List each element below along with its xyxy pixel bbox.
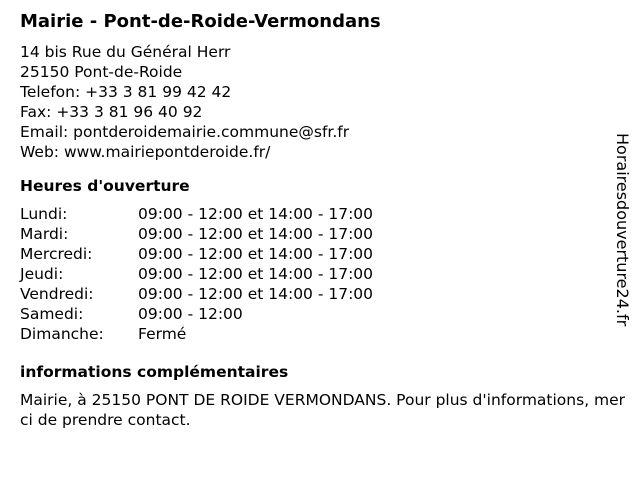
hours-row-tuesday xyxy=(20,224,620,244)
hours-row-friday xyxy=(20,284,620,304)
day-hours: 09:00 - 12:00 et 14:00 - 17:00 xyxy=(138,225,374,243)
day-hours: 09:00 - 12:00 et 14:00 - 17:00 xyxy=(138,205,374,223)
day-hours: 09:00 - 12:00 et 14:00 - 17:00 xyxy=(138,265,374,283)
website: Web: www.mairiepontderoide.fr/ xyxy=(20,143,271,161)
day-label: Mercredi: xyxy=(20,245,93,263)
hours-row-sunday xyxy=(20,324,620,344)
day-hours: 09:00 - 12:00 et 14:00 - 17:00 xyxy=(138,245,374,263)
address-street: 14 bis Rue du Général Herr xyxy=(20,43,231,61)
address-city: 25150 Pont-de-Roide xyxy=(20,63,183,81)
fax-number: Fax: +33 3 81 96 40 92 xyxy=(20,103,203,121)
day-label: Mardi: xyxy=(20,225,69,243)
day-hours: 09:00 - 12:00 et 14:00 - 17:00 xyxy=(138,285,374,303)
hours-row-monday xyxy=(20,204,620,224)
day-hours: 09:00 - 12:00 xyxy=(138,305,243,323)
site-watermark xyxy=(612,133,632,373)
email-address: Email: pontderoidemairie.commune@sfr.fr xyxy=(20,123,350,141)
additional-info-text: Mairie, à 25150 PONT DE ROIDE VERMONDANS. Pour plus d'informations, merci de prendre contact. xyxy=(20,391,626,429)
day-label: Vendredi: xyxy=(20,285,94,303)
day-label: Lundi: xyxy=(20,205,68,223)
page-title: Mairie - Pont-de-Roide-Vermondans xyxy=(20,11,381,32)
day-label: Jeudi: xyxy=(20,265,64,283)
day-label: Dimanche: xyxy=(20,325,104,343)
day-label: Samedi: xyxy=(20,305,84,323)
day-hours: Fermé xyxy=(138,325,187,343)
hours-row-saturday xyxy=(20,304,620,324)
opening-hours-heading: Heures d'ouverture xyxy=(20,177,190,195)
hours-row-wednesday xyxy=(20,244,620,264)
opening-hours-table xyxy=(20,204,620,344)
additional-info-heading: informations complémentaires xyxy=(20,363,289,381)
hours-row-thursday xyxy=(20,264,620,284)
phone-number: Telefon: +33 3 81 99 42 42 xyxy=(20,83,232,101)
watermark-text: Horairesdouverture24.fr xyxy=(613,133,632,327)
